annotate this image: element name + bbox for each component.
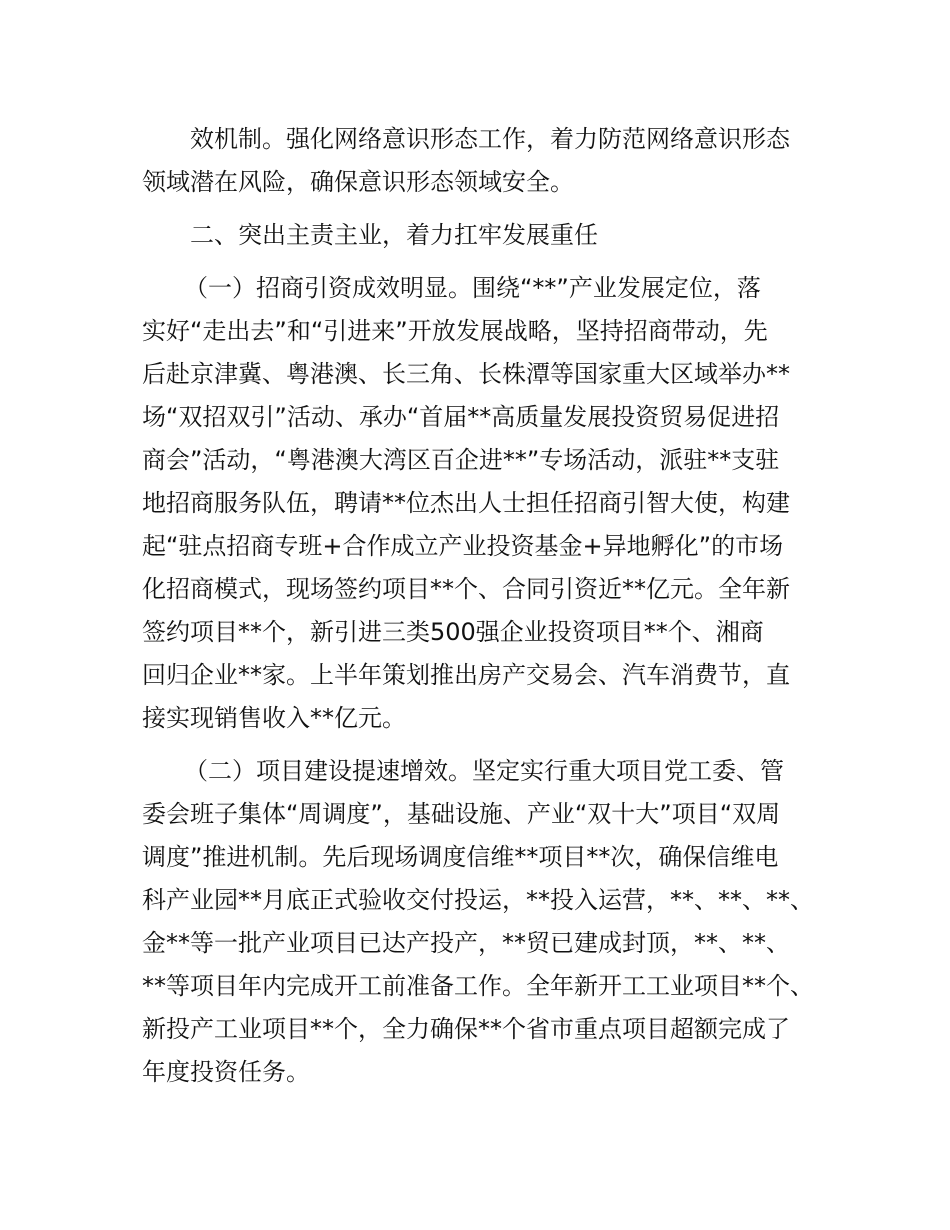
- section-heading-text: 二、突出主责主业，着力扛牢发展重任: [190, 221, 598, 249]
- text-line: （一）招商引资成效明显。围绕“**”产业发展定位，落: [184, 274, 761, 302]
- text-line: 科产业园**月底正式验收交付投运，**投入运营，**、**、**、: [142, 886, 814, 914]
- text-line: 新投产工业项目**个，全力确保**个省市重点项目超额完成了: [142, 1015, 790, 1043]
- paragraph-item-1: [142, 267, 814, 740]
- text-line: 接实现销售收入**亿元。: [142, 704, 406, 732]
- paragraph-intro-continuation: [142, 118, 814, 204]
- text-line: （二）项目建设提速增效。坚定实行重大项目党工委、管: [184, 757, 784, 785]
- text-line: 起“驻点招商专班+合作成立产业投资基金+异地孵化”的市场: [142, 532, 784, 560]
- text-line: 委会班子集体“周调度”，基础设施、产业“双十大”项目“双周: [142, 800, 781, 828]
- text-line: 回归企业**家。上半年策划推出房产交易会、汽车消费节，直: [142, 661, 790, 689]
- text-line: 后赴京津冀、粤港澳、长三角、长株潭等国家重大区域举办**: [142, 360, 790, 388]
- section-heading: [142, 214, 814, 257]
- text-line: 场“双招双引”活动、承办“首届**高质量发展投资贸易促进招: [142, 403, 780, 431]
- paragraph-item-2: [142, 750, 814, 1094]
- document-body: [142, 118, 814, 1104]
- text-line: 年度投资任务。: [142, 1058, 310, 1086]
- text-line: 效机制。强化网络意识形态工作，着力防范网络意识形态: [190, 125, 790, 153]
- text-line: 化招商模式，现场签约项目**个、合同引资近**亿元。全年新: [142, 575, 790, 603]
- text-line: 商会”活动，“粤港澳大湾区百企进**”专场活动，派驻**支驻: [142, 446, 780, 474]
- text-line: 地招商服务队伍，聘请**位杰出人士担任招商引智大使，构建: [142, 489, 790, 517]
- text-line: **等项目年内完成开工前准备工作。全年新开工工业项目**个、: [142, 972, 814, 1000]
- text-line: 签约项目**个，新引进三类500强企业投资项目**个、湘商: [142, 618, 764, 646]
- text-line: 实好“走出去”和“引进来”开放发展战略，坚持招商带动，先: [142, 317, 768, 345]
- text-line: 领域潜在风险，确保意识形态领域安全。: [142, 168, 574, 196]
- text-line: 金**等一批产业项目已达产投产，**贸已建成封顶，**、**、: [142, 929, 790, 957]
- text-line: 调度”推进机制。先后现场调度信维**项目**次，确保信维电: [142, 843, 779, 871]
